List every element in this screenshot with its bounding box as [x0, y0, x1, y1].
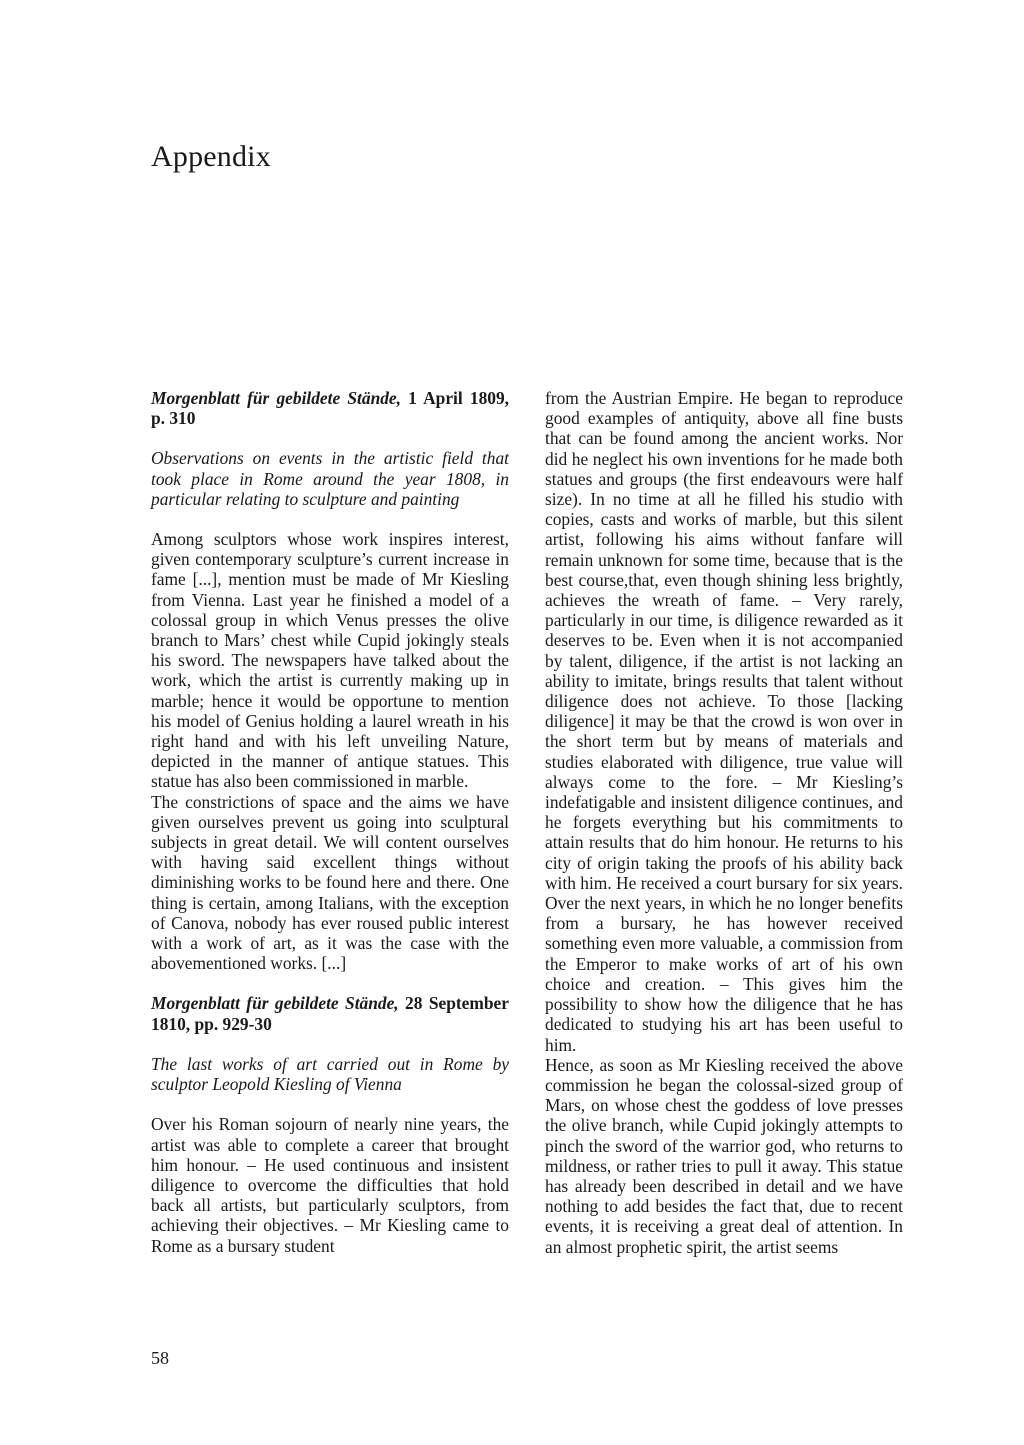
left-column [151, 388, 509, 1256]
source-reference-2: 28 September 1810, pp. 929-30 [151, 993, 509, 1034]
page-title: Appendix [151, 140, 271, 173]
article-2-paragraph-1: Over his Roman sojourn of nearly nine years, the artist was able to complete a career that brought him honour. – He used continuous and insistent diligence to overcome the difficulties that hold back all artists, but particularly sculptors, from achieving their objectives. – Mr Kiesling came to Rome as a bursary student [151, 1114, 509, 1256]
article-1-paragraph-2: The constrictions of space and the aims we have given ourselves prevent us going into sculptural subjects in great detail. We will content ourselves with having said excellent things without diminishing works to be found here and there. One thing is certain, among Italians, with the exception of Canova, nobody has ever roused public interest with a work of art, as it was the case with the abovementioned works. [...] [151, 791, 509, 974]
article-title-1: Observations on events in the artistic field that took place in Rome around the year 1808, in particular relating to sculpture and painting [151, 448, 509, 509]
source-citation-1 [151, 388, 509, 428]
article-2-paragraph-2: from the Austrian Empire. He began to reproduce good examples of antiquity, above all fine busts that can be found among the ancient works. Nor did he neglect his own inventions for he made both statues and groups (the first endeavours were half size). In no time at all he filled his studio with copies, casts and works of marble, but this silent artist, following his aims without fanfare will remain unknown for some time, because that is the best course,that, even though shining less brightly, achieves the wreath of fame. – Very rarely, particularly in our time, is diligence rewarded as it deserves to be. Even when it is not accompanied by talent, diligence, if the artist is not lacking an ability to imitate, brings results that talent without diligence does not achieve. To those [lacking diligence] it may be that the crowd is won over in the short term but by means of materials and studies elaborated with diligence, true value will always come to the fore. – Mr Kiesling’s indefatigable and insistent diligence continues, and he forgets everything but his commitments to attain results that do him honour. He returns to his city of origin taking the proofs of his ability back with him. He received a court bursary for six years. Over the next years, in which he no longer benefits from a bursary, he has however received something even more valuable, a commission from the Emperor to make works of art of his own choice and creation. – This gives him the possibility to show how the diligence that he has dedicated to studying his art has been useful to him. [545, 388, 903, 1055]
article-2-paragraph-3: Hence, as soon as Mr Kiesling received the above commission he began the colossal-sized group of Mars, on whose chest the goddess of love presses the olive branch, while Cupid jokingly attempts to pinch the sword of the warrior god, who returns to mildness, or rather tries to pull it away. This statue has already been described in detail and we have nothing to add besides the fact that, due to recent events, it is receiving a great deal of attention. In an almost prophetic spirit, the artist seems [545, 1054, 903, 1257]
page-number: 58 [151, 1348, 169, 1368]
journal-title-2: Morgenblatt für gebildete Stände, [151, 993, 399, 1014]
right-column [545, 388, 903, 1257]
article-1-paragraph-1: Among sculptors whose work inspires interest, given contemporary sculpture’s current increase in fame [...], mention must be made of Mr Kiesling from Vienna. Last year he finished a model of a colossal group in which Venus presses the olive branch to Mars’ chest while Cupid jokingly steals his sword. The newspapers have talked about the work, which the artist is currently making up in marble; hence it would be opportune to mention his model of Genius holding a laurel wreath in his right hand and with his left unveiling Nature, depicted in the manner of antique statues. This statue has also been commissioned in marble. [151, 529, 509, 792]
source-reference-1: 1 April 1809, p. 310 [151, 388, 509, 429]
article-title-2: The last works of art carried out in Rome by sculptor Leopold Kiesling of Vienna [151, 1053, 509, 1095]
journal-title-1: Morgenblatt für gebildete Stände, [151, 388, 402, 408]
source-citation-2 [151, 993, 509, 1033]
